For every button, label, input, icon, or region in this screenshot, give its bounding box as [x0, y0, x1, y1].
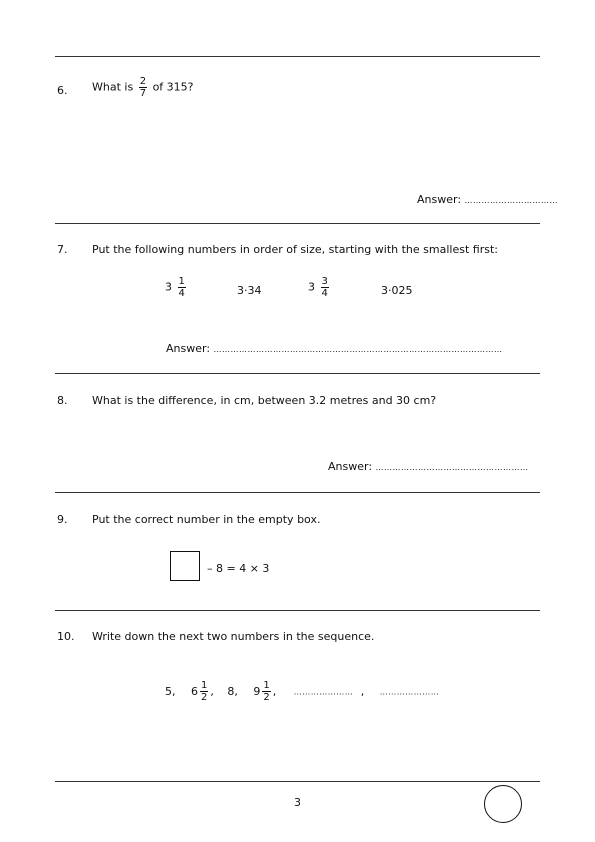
mixed-whole: 6 — [191, 684, 198, 698]
divider-q9-q10 — [55, 610, 540, 611]
fraction-numerator: 3 — [321, 276, 328, 287]
sequence — [165, 680, 439, 703]
answer-dots: ………………………………………………………………………………………… — [213, 345, 503, 354]
sequence-term — [191, 680, 217, 703]
question-text: Put the correct number in the empty box. — [92, 513, 321, 526]
answer-label: Answer: — [417, 193, 462, 206]
divider-footer — [55, 781, 540, 782]
fraction-denominator: 4 — [321, 288, 328, 299]
question-number: 9. — [57, 513, 68, 526]
number-item: 3·025 — [381, 284, 413, 297]
question-text — [92, 76, 194, 99]
fraction-denominator: 2 — [201, 692, 208, 703]
answer-line[interactable] — [328, 460, 529, 473]
marks-circle — [484, 785, 522, 823]
answer-dots: …………………………… — [464, 196, 559, 205]
question-text-before: What is — [92, 80, 134, 94]
answer-label: Answer: — [166, 342, 211, 355]
page-number: 3 — [294, 796, 301, 809]
comma: , — [272, 684, 277, 698]
fraction-denominator: 2 — [263, 692, 270, 703]
number-item — [165, 276, 188, 299]
fraction-numerator: 1 — [178, 276, 185, 287]
fraction — [178, 276, 186, 299]
question-number: 6. — [57, 84, 68, 97]
number-item: 3·34 — [237, 284, 262, 297]
comma: , — [210, 684, 214, 698]
question-text-after: of 315? — [152, 80, 194, 94]
fraction-denominator: 4 — [178, 288, 185, 299]
question-number: 10. — [57, 630, 75, 643]
equation: – 8 = 4 × 3 — [207, 562, 270, 575]
answer-box[interactable] — [170, 551, 200, 581]
fraction — [321, 276, 329, 299]
answer-line[interactable] — [166, 342, 503, 355]
question-text: Put the following numbers in order of size, starting with the smallest first: — [92, 243, 498, 256]
fraction-numerator: 1 — [263, 680, 270, 691]
fraction — [262, 680, 270, 703]
blank-separator: , — [360, 684, 365, 698]
answer-blank-2[interactable]: ………………… — [379, 687, 440, 697]
fraction-numerator: 2 — [139, 76, 147, 87]
sequence-term — [253, 680, 279, 703]
answer-label: Answer: — [328, 460, 373, 473]
question-text: Write down the next two numbers in the sequence. — [92, 630, 375, 643]
question-number: 7. — [57, 243, 68, 256]
fraction-numerator: 1 — [201, 680, 208, 691]
sequence-term: 5, — [165, 684, 176, 698]
fraction — [139, 76, 147, 99]
divider-q6-q7 — [55, 223, 540, 224]
number-item — [308, 276, 331, 299]
question-number: 8. — [57, 394, 68, 407]
fraction — [200, 680, 208, 703]
fraction-denominator: 7 — [139, 88, 147, 99]
answer-blank-1[interactable]: ………………… — [293, 687, 354, 697]
mixed-whole: 3 — [165, 280, 172, 294]
answer-dots: ……………………………………………… — [375, 463, 529, 472]
sequence-term: 8, — [227, 684, 238, 698]
divider-top — [55, 56, 540, 57]
mixed-whole: 3 — [308, 280, 315, 294]
mixed-whole: 9 — [253, 684, 261, 698]
divider-q7-q8 — [55, 373, 540, 374]
answer-line[interactable] — [417, 193, 558, 206]
divider-q8-q9 — [55, 492, 540, 493]
question-text: What is the difference, in cm, between 3.2 metres and 30 cm? — [92, 394, 437, 407]
